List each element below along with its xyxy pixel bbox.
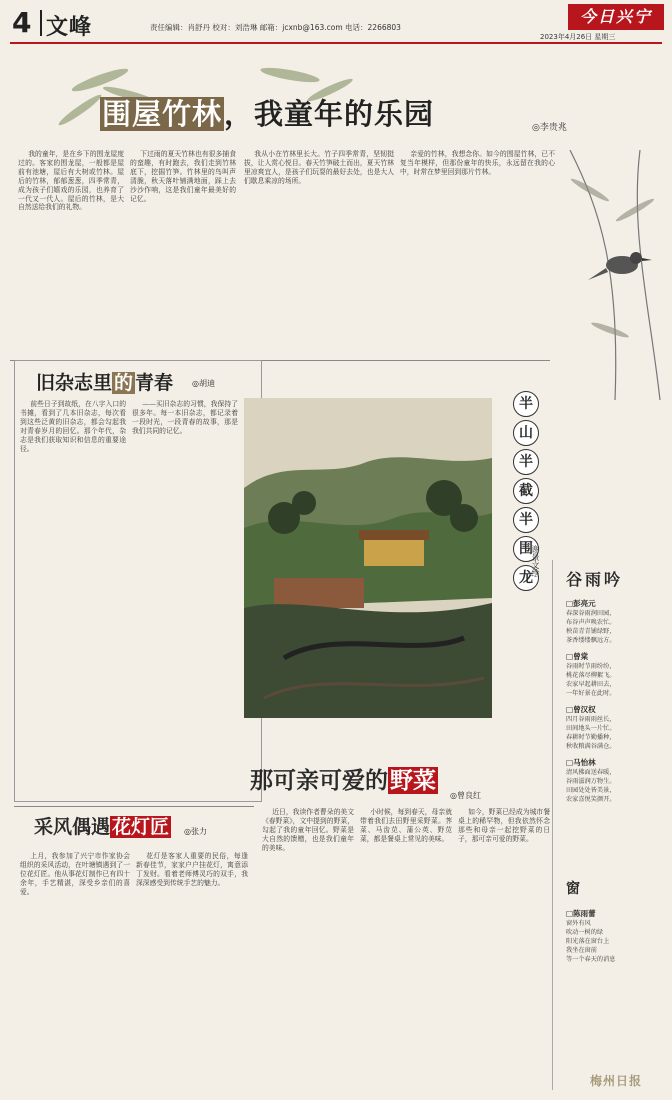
article-1-column-4: 亲爱的竹林，我想念你。如今的围屋竹林，已不复当年模样，但那份童年的快乐，永远留在我的心中，时常在梦里回到那片竹林。 [400, 150, 555, 176]
headline-highlight: 野菜 [390, 767, 436, 794]
article-1-column-1: 我的童年，是在乡下的围龙屋度过的。客家的围龙屋，一般都是屋前有池塘，屋后有大树或竹林。屋后的竹林，郁郁葱葱，四季常青，成为孩子们嬉戏的乐园，也养育了一代又一代人。屋后的竹林，是大自然送给我们的礼物。 [18, 150, 124, 212]
article-2-column-1: 前些日子到故纸，在八字入口的书摊，看到了几本旧杂志，每次看到这些泛黄的旧杂志，都会勾起我对青春岁月的回忆。那个年代，杂志是我们获取知识和信息的重要途径。 [20, 400, 126, 453]
poem-line: 谷雨滋润万物生。 [566, 778, 616, 785]
article-4-column-1: 上月，我参加了兴宁市作家协会组织的采风活动，在叶塘镇遇到了一位花灯匠。他从事花灯制作已有四十余年，手艺精湛，深受乡亲们的喜爱。 [20, 852, 130, 896]
poem-line: 田间地头一片忙。 [566, 725, 616, 732]
poem-line: 吹动一树的绿 [566, 929, 604, 936]
headline-highlight: 的 [114, 372, 134, 394]
poem-line: 等一个春天的消息 [566, 956, 616, 963]
poem-line: 田园处处皆美景， [566, 787, 616, 794]
title-char: 围 [513, 536, 539, 562]
landscape-painting [244, 398, 492, 718]
section-title: 文峰 [46, 15, 93, 40]
poem-line: 布谷声声唤农忙。 [566, 619, 616, 626]
poem [566, 598, 666, 645]
article-4-author: ◎张力 [184, 827, 207, 836]
article-1-author: ◎李贵兆 [532, 123, 567, 133]
article-2-column-2: ——买旧杂志的习惯，我保持了很多年。每一本旧杂志，都记录着一段时光，一段青春的故事，那是我们共同的记忆。 [132, 400, 238, 435]
title-char: 半 [513, 449, 539, 475]
headline-rest: ，我童年的乐园 [224, 97, 435, 131]
article-2-author: ◎胡迪 [192, 379, 215, 388]
poem-line: 秧苗青青铺绿野， [566, 628, 616, 635]
headline-highlight: 花灯匠 [112, 816, 170, 838]
poem-line: 我坐在窗前 [566, 947, 597, 954]
header-rule [10, 42, 662, 44]
poem-author: □曾棠 [566, 652, 589, 661]
poem-line: 阳光落在窗台上 [566, 938, 610, 945]
article-4-headline [34, 812, 171, 839]
divider [14, 806, 254, 807]
poem-line: 春深谷雨润田园， [566, 610, 616, 617]
poem-line: 桃花落尽柳絮飞。 [566, 672, 616, 679]
article-1-column-2: 下过雨的夏天竹林也有很多捕食的蛮趣，有时跑去，我们走到竹林底下，挖掘竹笋。竹林里的鸟叫声清脆，秋天落叶铺满地面，踩上去沙沙作响，这是我们童年最美好的记忆。 [130, 150, 236, 203]
poem-line: 谷雨时节雨纷纷， [566, 663, 616, 670]
poem-line: 秋收粮满谷满仓。 [566, 743, 616, 750]
headline-pre: 采风偶遇 [34, 816, 111, 838]
newspaper-logo: 今日兴宁 [568, 4, 664, 30]
poem-line: 农家早起耕田去， [566, 681, 616, 688]
article-3-column-2: 小时候，每到春天，母亲就带着我们去田野里采野菜。荠菜、马齿苋、蒲公英、野苋菜，都是餐桌上常见的美味。 [360, 808, 452, 843]
headline-pre: 那可亲可爱的 [250, 767, 388, 794]
title-char: 截 [513, 478, 539, 504]
poem [566, 757, 666, 804]
poem-line: 窗外有风 [566, 920, 591, 927]
bird-bamboo-illustration [560, 150, 670, 400]
article-1-headline [100, 92, 434, 133]
title-char: 半 [513, 507, 539, 533]
header-divider [40, 10, 42, 36]
poem-line: 四月谷雨雨丝长， [566, 716, 616, 723]
article-1-column-3: 我从小在竹林里长大。竹子四季常青，坚韧挺拔，让人赏心悦目。春天竹笋破土而出，夏天竹林里凉爽宜人，是孩子们玩耍的最好去处，也是大人们歇息乘凉的场所。 [244, 150, 394, 185]
title-char: 龙 [513, 565, 539, 591]
poem-line: 一年好景在此时。 [566, 690, 616, 697]
headline-highlight: 围屋竹林 [102, 97, 223, 131]
watermark: 梅州日报 [590, 1074, 643, 1088]
page-number: 4 [12, 6, 32, 39]
article-4-column-2: 花灯是客家人重要的民俗，每逢新春佳节，家家户户挂花灯，寓意添丁发财。看着老师傅灵巧的双手，我深深感受到传统手艺的魅力。 [136, 852, 248, 887]
poem-divider [552, 560, 553, 1090]
poem-author: □彭亮元 [566, 599, 596, 608]
second-poem [566, 902, 666, 964]
poem-line: 清风拂面送春暖， [566, 769, 616, 776]
poem-line: 春耕时节勤播种， [566, 734, 616, 741]
poem [566, 704, 666, 751]
poem-author: □马怡林 [566, 758, 596, 767]
poem-line: 农家喜悦笑颜开。 [566, 796, 616, 803]
article-3-column-1: 近日，我读作者曹朵的美文《春野菜》，文中提到的野菜，勾起了我的童年回忆。野菜是大自然的馈赠，也是我们童年的美味。 [262, 808, 354, 852]
second-poem-title: 窗 [566, 881, 580, 897]
poems-list [566, 592, 666, 804]
poem-author: □曾汉权 [566, 705, 596, 714]
poem [566, 651, 666, 698]
title-char: 山 [513, 420, 539, 446]
article-3-headline [250, 762, 438, 795]
poem-author: □陈雨蕾 [566, 909, 596, 918]
editor-credits: 责任编辑：肖舒丹 校对：刘浩琳 邮箱：jcxnb@163.com 电话：2266803 [150, 23, 401, 32]
title-char: 半 [513, 391, 539, 417]
poems-column-title: 谷雨吟 [566, 570, 624, 589]
issue-date: 2023年4月26日 星期三 [540, 33, 616, 41]
poem-line: 茶香缕缕飘远方。 [566, 637, 616, 644]
article-3-author: ◎曾良红 [450, 791, 481, 800]
article-3-column-3: 如今，野菜已经成为城市餐桌上的稀罕物，但我依然怀念那些和母亲一起挖野菜的日子，那可亲可爱的野菜。 [458, 808, 550, 843]
article-2-headline [36, 368, 173, 395]
headline-pre: 旧杂志里 [36, 372, 113, 394]
headline-post: 青春 [135, 372, 174, 394]
painting-author: 谢景文绘 [531, 545, 540, 577]
